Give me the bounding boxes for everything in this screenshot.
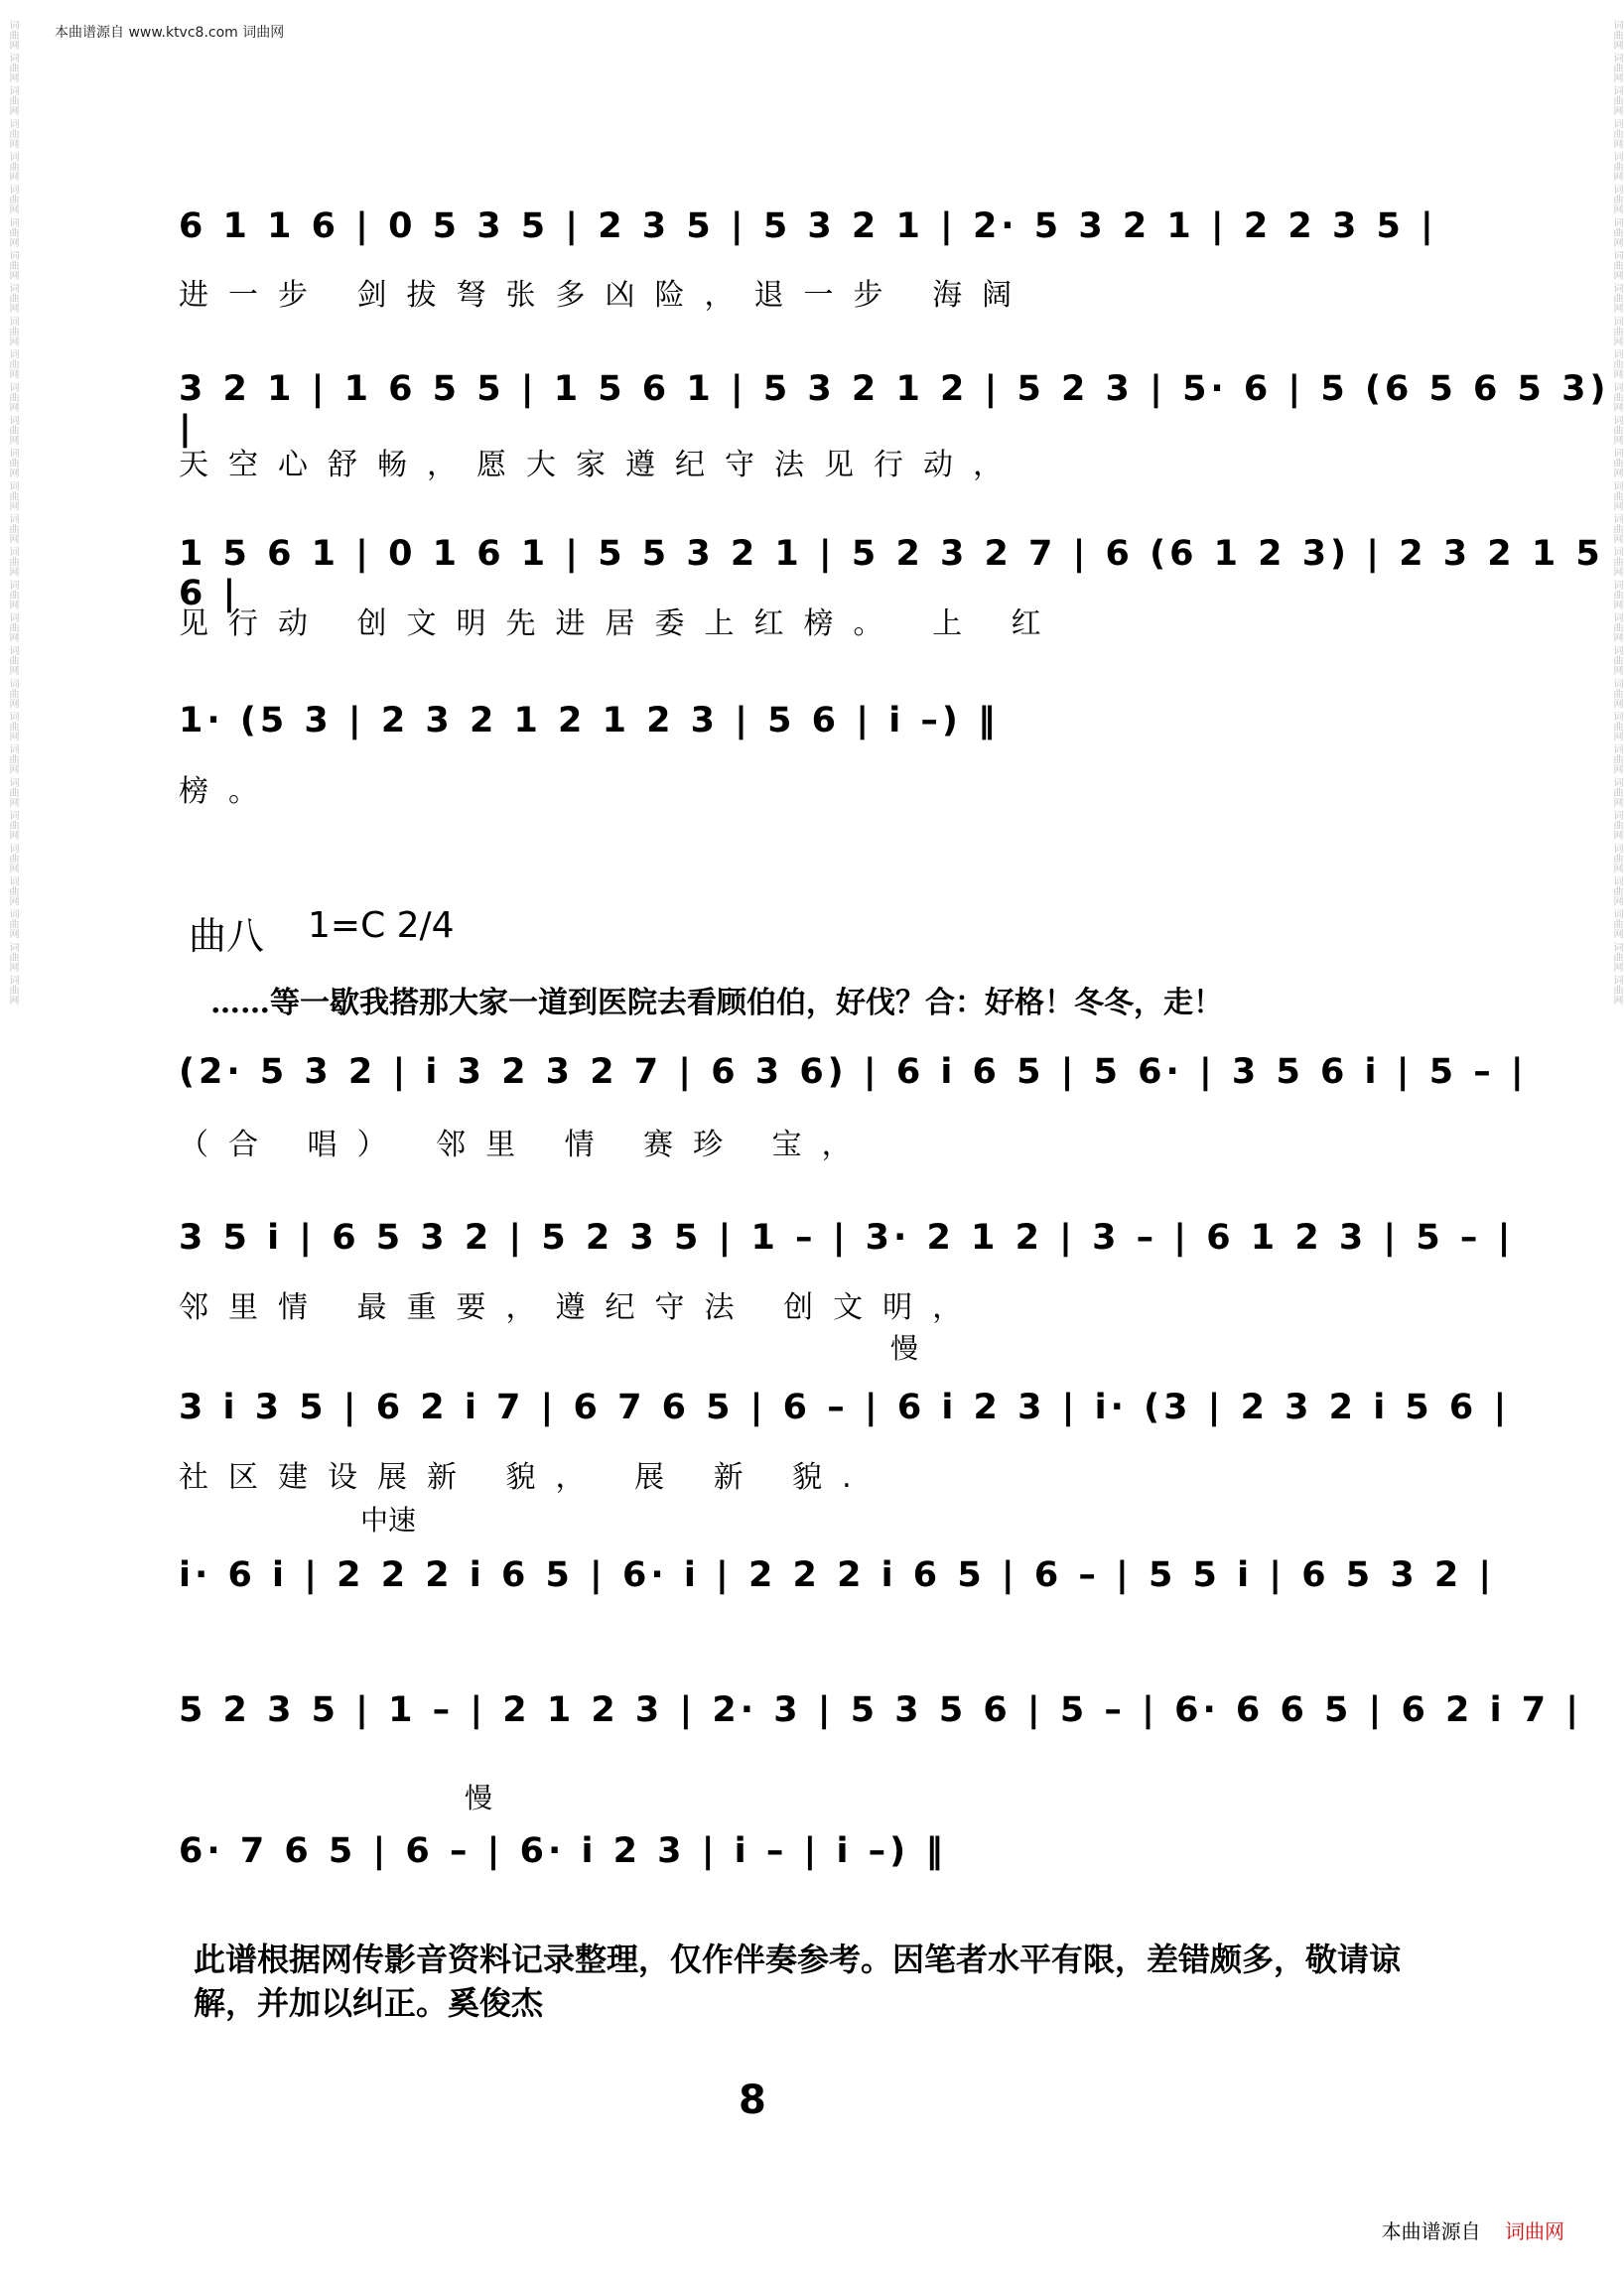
notation-row-4: 1· (5 3 | 2 3 2 1 2 1 2 3 | 5 6 | i –) ‖ xyxy=(179,701,1000,740)
lyrics-row-2: 天空心舒畅，愿大家遵纪守法见行动， xyxy=(179,448,1022,482)
notation-row-8: i· 6 i | 2 2 2 i 6 5 | 6· i | 2 2 2 i 6 5 | 6 – | 5 5 i | 6 5 3 2 | xyxy=(179,1555,1496,1595)
notation-row-10: 6· 7 6 5 | 6 – | 6· i 2 3 | i – | i –) ‖ xyxy=(179,1831,947,1871)
tempo-mark-medium: 中速 xyxy=(360,1504,417,1537)
tempo-mark-slow-1: 慢 xyxy=(890,1332,919,1365)
notation-row-9: 5 2 3 5 | 1 – | 2 1 2 3 | 2· 3 | 5 3 5 6 | 5 – | 6· 6 6 5 | 6 2 i 7 | xyxy=(179,1690,1583,1730)
notation-row-1: 6 1 1 6 | 0 5 3 5 | 2 3 5 | 5 3 2 1 | 2· 5 3 2 1 | 2 2 3 5 | xyxy=(179,206,1437,246)
intro-dialogue: ……等一歇我搭那大家一道到医院去看顾伯伯，好伐？合：好格！冬冬，走！ xyxy=(210,986,1223,1020)
footer xyxy=(1382,2215,1564,2244)
side-watermark-left: 词曲网 词曲网 词曲网 词曲网 词曲网 词曲网 词曲网 词曲网 词曲网 词曲网 词曲网 词曲网 词曲网 词曲网 词曲网 词曲网 词曲网 词曲网 词曲网 词曲网 词曲网 词曲网 词曲网 词曲网 词曲网 词曲网 词曲网 词曲网 词曲网 词曲网 xyxy=(7,20,18,1005)
lyrics-row-5: （合 唱） 邻里 情 赛珍 宝， xyxy=(179,1128,872,1162)
side-watermark-right: 词曲网 词曲网 词曲网 词曲网 词曲网 词曲网 词曲网 词曲网 词曲网 词曲网 词曲网 词曲网 词曲网 词曲网 词曲网 词曲网 词曲网 词曲网 词曲网 词曲网 词曲网 词曲网 词曲网 词曲网 词曲网 词曲网 词曲网 词曲网 词曲网 词曲网 xyxy=(1611,20,1622,1005)
footer-source-label: 本曲谱源自 xyxy=(1381,2219,1481,2243)
lyrics-row-6: 邻里情 最重要，遵纪守法 创文明， xyxy=(179,1290,983,1325)
header-source-text: 本曲谱源自 www.ktvc8.com 词曲网 xyxy=(55,25,285,41)
lyrics-row-7: 社区建设展新 貌， 展 新 貌. xyxy=(179,1460,872,1495)
notation-row-3: 1 5 6 1 | 0 1 6 1 | 5 5 3 2 1 | 5 2 3 2 7 | 6 (6 1 2 3) | 2 3 2 1 5 6 | xyxy=(179,534,1604,613)
lyrics-row-1: 进一步 剑拔弩张多凶险，退一步 海阔 xyxy=(179,278,1032,313)
key-signature: 1=C 2/4 xyxy=(308,905,455,946)
section-title: 曲八 xyxy=(189,914,265,958)
notation-row-6: 3 5 i | 6 5 3 2 | 5 2 3 5 | 1 – | 3· 2 1 2 | 3 – | 6 1 2 3 | 5 – | xyxy=(179,1218,1515,1258)
lyrics-row-4: 榜。 xyxy=(179,774,278,809)
notation-row-7: 3 i 3 5 | 6 2 i 7 | 6 7 6 5 | 6 – | 6 i 2 3 | i· (3 | 2 3 2 i 5 6 | xyxy=(179,1388,1511,1427)
page-number: 8 xyxy=(739,2077,766,2123)
transcriber-note: 此谱根据网传影音资料记录整理，仅作伴奏参考。因笔者水平有限，差错颇多，敬请谅解，并加以纠正。奚俊杰 xyxy=(194,1941,1402,2022)
tempo-mark-slow-2: 慢 xyxy=(465,1782,493,1814)
lyrics-row-3: 见行动 创文明先进居委上红榜。 上 红 xyxy=(179,606,1061,641)
footer-site-link[interactable]: 词曲网 xyxy=(1505,2219,1564,2243)
notation-row-5: (2· 5 3 2 | i 3 2 3 2 7 | 6 3 6) | 6 i 6 5 | 5 6· | 3 5 6 i | 5 – | xyxy=(179,1052,1528,1092)
notation-row-2: 3 2 1 | 1 6 5 5 | 1 5 6 1 | 5 3 2 1 2 | 5 2 3 | 5· 6 | 5 (6 5 6 5 3) | xyxy=(179,369,1610,449)
